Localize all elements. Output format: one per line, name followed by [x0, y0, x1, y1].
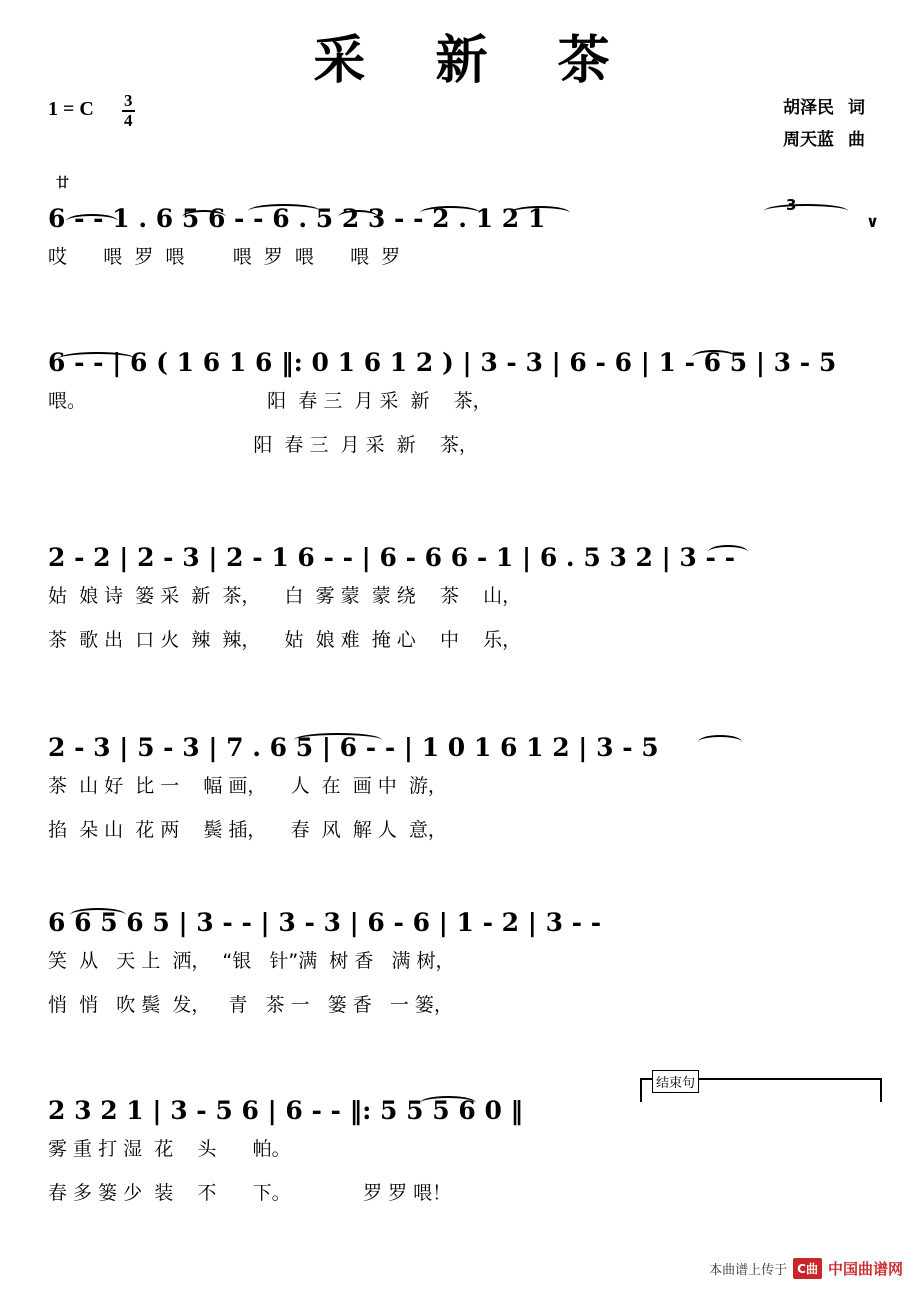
slur-icon — [420, 206, 480, 220]
lyric-line-verse2: 春 多 篓 少 装 不 下。 罗 罗 喂！ — [48, 1182, 452, 1204]
brand-name: 中国曲谱网 — [827, 1260, 903, 1278]
lyric-line: 笑 从 天 上 洒， “银 针”满 树 香 满 树， — [48, 950, 455, 972]
key-signature: 1 = C — [48, 98, 94, 120]
notation-line: 6 - - | 6 ( 1 6 1 6 ‖: 0 1 6 1 2 ) | 3 - 3 | 6 - 6 | 1 - 6 5 | 3 - 5 — [48, 348, 837, 377]
lyric-line: 雾 重 打 湿 花 头 帕。 — [48, 1138, 291, 1160]
music-system-4 — [48, 735, 878, 851]
slur-icon — [698, 735, 742, 749]
brand-logo-icon: C曲 — [793, 1258, 822, 1279]
lyric-line-verse2: 阳 春 三 月 采 新 茶， — [48, 434, 478, 456]
slur-icon — [294, 733, 382, 747]
lyricist-name: 胡泽民 — [783, 98, 834, 118]
slur-icon — [510, 206, 570, 220]
time-signature — [122, 92, 135, 130]
slur-icon — [420, 1096, 476, 1110]
breath-mark-icon: ∨ — [866, 212, 879, 231]
composer-name: 周天蓝 — [783, 130, 834, 151]
lyricist-role: 词 — [848, 98, 865, 118]
tempo-mark: 廿 — [56, 176, 70, 191]
lyric-line-verse2: 掐 朵 山 花 两 鬓 插， 春 风 解 人 意， — [48, 819, 447, 841]
notation-line: 6 - - 1 . 6 5 6 - - 6 . 5 2 3 - - 2 . 1 2 1 — [48, 204, 546, 233]
notation-line: 2 - 2 | 2 - 3 | 2 - 1 6 - - | 6 - 6 6 - 1 | 6 . 5 3 2 | 3 - - — [48, 543, 735, 572]
composer-credit — [783, 124, 865, 156]
music-system-1 — [48, 206, 878, 278]
footer-note: 本曲谱上传于 — [709, 1263, 788, 1278]
lyric-line: 姑 娘 诗 篓 采 新 茶， 白 雾 蒙 蒙 绕 茶 山， — [48, 585, 522, 607]
slur-icon — [692, 350, 736, 364]
slur-icon — [248, 204, 320, 218]
lyric-line-verse2: 茶 歌 出 口 火 辣 辣， 姑 娘 难 掩 心 中 乐， — [48, 629, 522, 651]
music-system-3 — [48, 545, 878, 661]
credits — [783, 92, 865, 157]
lyric-line: 哎 喂 罗 喂 喂 罗 喂 喂 罗 — [48, 246, 401, 268]
slur-icon — [66, 214, 118, 228]
slur-icon — [58, 352, 136, 366]
lyric-line: 茶 山 好 比 一 幅 画， 人 在 画 中 游， — [48, 775, 447, 797]
slur-icon — [182, 210, 226, 224]
notation-line: 6 6 5 6 5 | 3 - - | 3 - 3 | 6 - 6 | 1 - 2 | 3 - - — [48, 908, 602, 937]
lyric-line-verse2: 悄 悄 吹 鬓 发， 青 茶 一 篓 香 一 篓， — [48, 994, 453, 1016]
notation-line: 2 - 3 | 5 - 3 | 7 . 6 5 | 6 - - | 1 0 1 6 1 2 | 3 - 5 — [48, 733, 659, 762]
slur-icon — [764, 204, 848, 218]
notation-line: 2 3 2 1 | 3 - 5 6 | 6 - - ‖: 5 5 5 6 0 ‖ — [48, 1096, 524, 1125]
slur-icon — [338, 210, 378, 224]
music-system-6 — [48, 1098, 878, 1214]
time-signature-numerator: 3 — [124, 91, 133, 110]
page-title: 采 新 茶 — [313, 30, 636, 91]
triplet-mark: 3 — [786, 196, 797, 214]
time-signature-denominator: 4 — [124, 110, 133, 130]
slur-icon — [708, 545, 748, 559]
footer-credit — [709, 1258, 903, 1279]
composer-role: 曲 — [848, 130, 865, 151]
lyric-line: 喂。 阳 春 三 月 采 新 茶， — [48, 390, 492, 412]
music-system-2 — [48, 350, 878, 466]
slur-icon — [70, 908, 126, 922]
ending-label: 结束句 — [652, 1070, 699, 1093]
lyricist-credit — [783, 92, 865, 124]
music-system-5 — [48, 910, 878, 1026]
